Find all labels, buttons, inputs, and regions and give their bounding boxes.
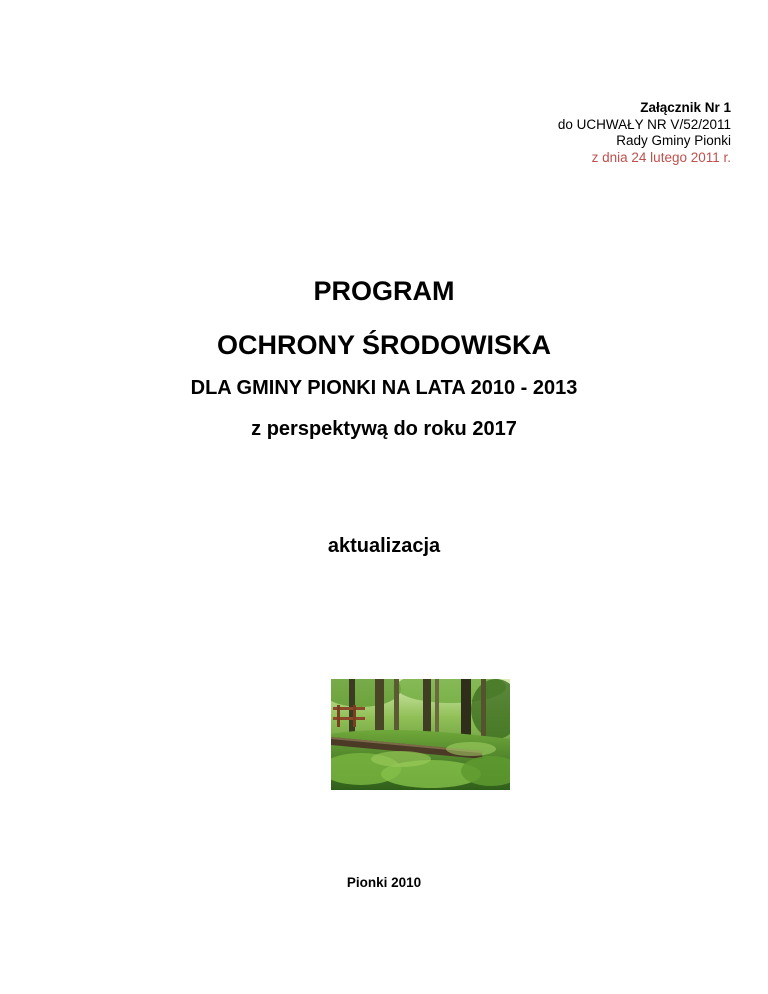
annex-resolution: do UCHWAŁY NR V/52/2011 bbox=[557, 116, 731, 132]
annex-council: Rady Gminy Pionki bbox=[616, 133, 731, 148]
title-commune-years: DLA GMINY PIONKI NA LATA 2010 - 2013 bbox=[190, 377, 578, 399]
subtitle-update: aktualizacja bbox=[327, 535, 441, 557]
forest-photo bbox=[331, 679, 510, 790]
annex-block bbox=[558, 100, 731, 166]
title-environmental-protection: OCHRONY ŚRODOWISKA bbox=[216, 330, 552, 360]
annex-date: z dnia 24 lutego 2011 r. bbox=[591, 149, 731, 165]
title-perspective: z perspektywą do roku 2017 bbox=[251, 418, 517, 440]
annex-number: Załącznik Nr 1 bbox=[640, 100, 731, 115]
footer-place-year: Pionki 2010 bbox=[346, 875, 422, 890]
title-program: PROGRAM bbox=[313, 276, 455, 306]
